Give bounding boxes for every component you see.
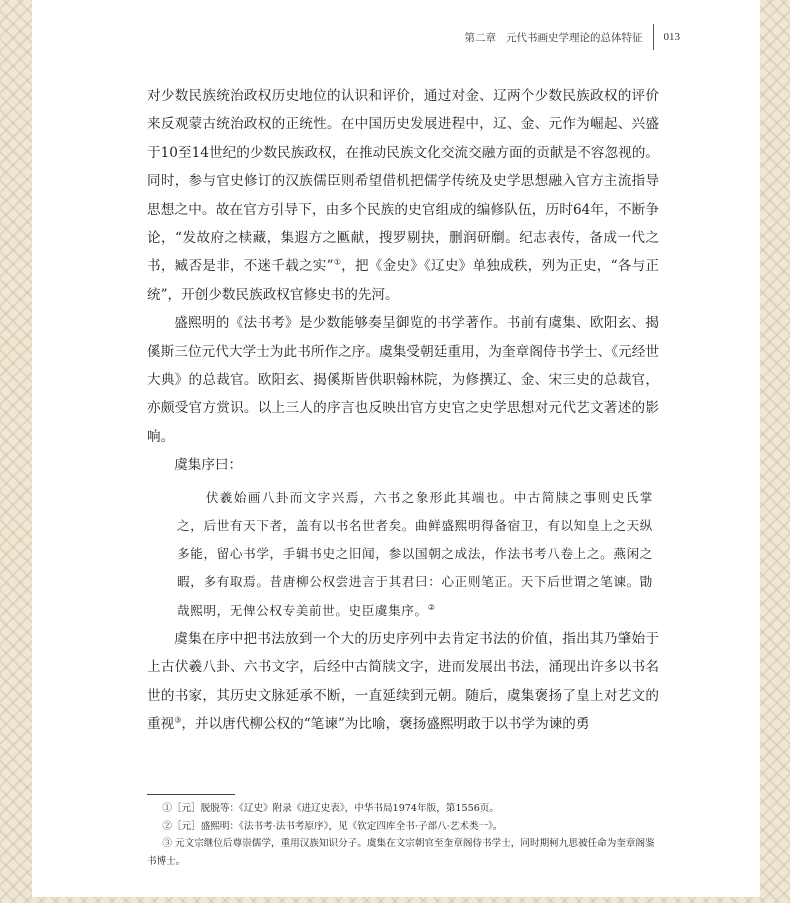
paragraph-2: 盛熙明的《法书考》是少数能够奏呈御览的书学著作。书前有虞集、欧阳玄、揭傒斯三位元代大学士为此书所作之序。虞集受朝廷重用，为奎章阁侍书学士、《元经世大典》的总裁官。欧阳玄、揭傒斯皆供职翰林院，为修撰辽、金、宋三史的总裁官，亦颇受官方赏识。以上三人的序言也反映出官方史官之史学思想对元代艺文著述的影响。 <box>147 315 659 445</box>
header-divider <box>653 24 654 50</box>
footnote-rule <box>147 794 235 795</box>
chapter-label: 第二章 <box>464 31 496 44</box>
paragraph-3-text: 虞集在序中把书法放到一个大的历史序列中去肯定书法的价值，指出其乃肇始于上古伏羲八卦、六书文字，后经中古简牍文字，进而发展出书法，涌现出许多以书名世的书家，其历史文脉延承不断，一直延续到元朝。随后，虞集褒扬了皇上对艺文的重视 <box>147 630 659 732</box>
block-quote <box>147 484 659 625</box>
page-number: 013 <box>663 31 680 43</box>
footnote-1: ①［元］脱脱等：《辽史》附录《进辽史表》，中华书局1974年版，第1556页。 <box>162 803 499 814</box>
footnote-ref-3[interactable]: ③ <box>174 715 182 725</box>
footnotes <box>147 800 659 870</box>
running-header <box>465 27 681 47</box>
footnote-ref-2[interactable]: ② <box>427 602 436 612</box>
footnote-2: ②［元］盛熙明：《法书考·法书考原序》，见《钦定四库全书·子部八·艺术类一》。 <box>162 820 503 832</box>
chapter-title: 元代书画史学理论的总体特征 <box>506 31 643 44</box>
paragraph-1-tail: ，把《金史》《辽史》单独成秩，列为正史，“各与正统”，开创少数民族政权官修史书的先河。 <box>147 258 660 303</box>
paragraph-3 <box>147 625 659 739</box>
body-text <box>147 82 659 738</box>
paragraph-1 <box>147 82 659 309</box>
footnote-ref-1[interactable]: ① <box>333 257 342 267</box>
quote-intro: 虞集序曰： <box>174 457 243 474</box>
paragraph-1-text: 对少数民族统治政权历史地位的认识和评价，通过对金、辽两个少数民族政权的评价来反观蒙古统治政权的正统性。在中国历史发展进程中，辽、金、元作为崛起、兴盛于10至14世纪的少数民族政权，在推动民族文化交流交融方面的贡献是不容忽视的。同时，参与官史修订的汉族儒臣则希望借机把儒学传统及史学思想融入官方主流指导思想之中。故在官方引导下，由多个民族的史官组成的编修队伍，历时64年，不断争论，“发故府之椟藏，集遐方之匭献，搜罗剔抉，删润研劘。纪志表传，备成一代之书，臧否是非，不迷千载之实” <box>147 88 659 275</box>
paragraph-3-tail: ，并以唐代柳公权的“笔谏”为比喻，褒扬盛熙明敢于以书学为谏的勇 <box>181 715 590 732</box>
footnote-3: ③ 元文宗继位后尊崇儒学，重用汉族知识分子。虞集在文宗朝官至奎章阁侍书学士，同时期柯九思被任命为奎章阁鉴书博士。 <box>147 838 655 867</box>
block-quote-text: 伏羲始画八卦而文字兴焉，六书之象形此其端也。中古简牍之事则史氏掌之，后世有天下者，盖有以书名世者矣。曲鲜盛熙明得备宿卫，有以知皇上之天纵多能，留心书学，手辑书史之旧闻，参以国朝之成法，作法书考八卷上之。燕闲之暇，多有取焉。昔唐柳公权尝进言于其君曰：心正则笔正。天下后世谓之笔谏。勖哉熙明，无俾公权专美前世。史臣虞集序。 <box>177 489 653 618</box>
book-page <box>32 0 760 897</box>
